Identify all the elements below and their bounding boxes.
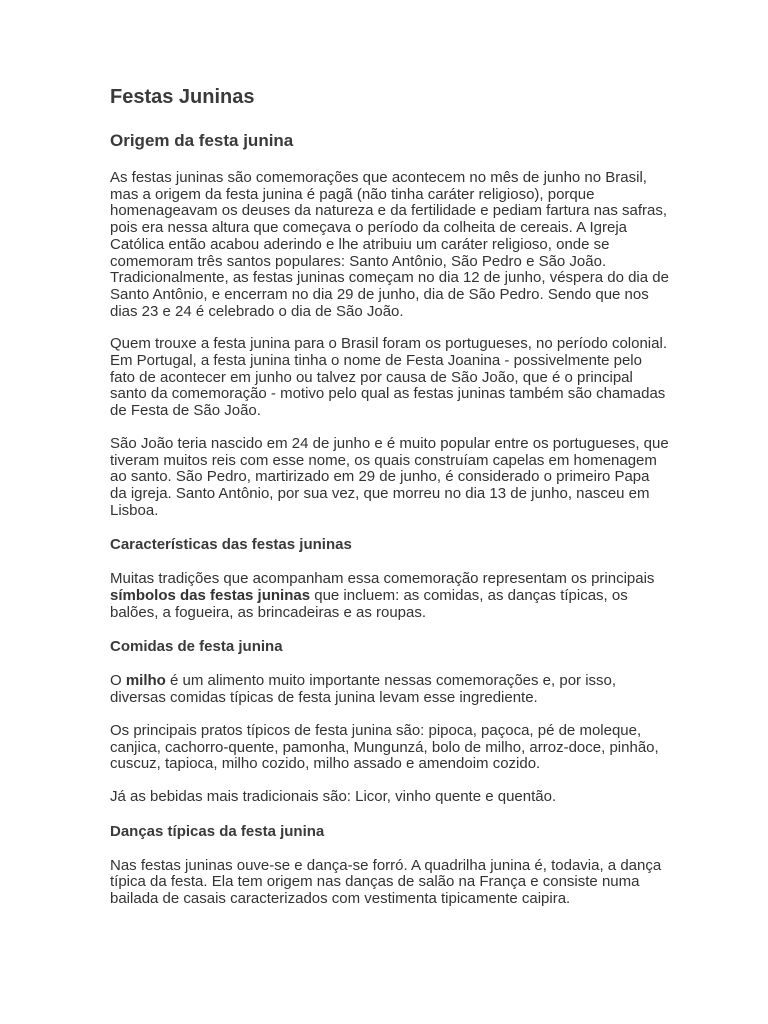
text-span: que incluem: as comidas, as danças típicas, os balões, a fogueira, as brincadeiras e as roupas. bbox=[110, 587, 628, 621]
text-span: Muitas tradições que acompanham essa comemoração representam os principais bbox=[110, 570, 655, 588]
paragraph-dancas: Nas festas juninas ouve-se e dança-se forró. A quadrilha junina é, todavia, a dança típica da festa. Ela tem origem nas danças de salão na França e consiste numa bailada de casais caracterizados com vestimenta tipicamente caipira. bbox=[110, 856, 662, 908]
bold-term-milho: milho bbox=[125, 672, 166, 690]
text-span: é um alimento muito importante nessas comemorações e, por isso, diversas comidas típicas de festa junina levam esse ingrediente. bbox=[110, 672, 617, 707]
bold-term-simbolos: símbolos das festas juninas bbox=[110, 587, 311, 605]
section-title-comidas: Comidas de festa junina bbox=[110, 638, 283, 656]
text-span: O bbox=[110, 672, 126, 690]
section-title-dancas: Danças típicas da festa junina bbox=[110, 822, 325, 840]
paragraph-origem-2: Quem trouxe a festa junina para o Brasil foram os portugueses, no período colonial. Em Portugal, a festa junina tinha o nome de Festa Joanina - possivelmente pelo fato de acontecer em junho ou talvez por causa de São João, que é o principal santo da comemoração - motivo pelo qual as festas juninas também são chamadas de Festa de São João. bbox=[110, 335, 667, 420]
paragraph-origem-1: As festas juninas são comemorações que acontecem no mês de junho no Brasil, mas a origem da festa junina é pagã (não tinha caráter religioso), porque homenageavam os deuses da natureza e da fertilidade e pediam fartura nas safras, pois era nessa altura que começava o período da colheita de cereais. A Igreja Católica então acabou aderindo e lhe atribuiu um caráter religioso, onde se comemoram três santos populares: Santo Antônio, São Pedro e São João. Tradicionalmente, as festas juninas começam no dia 12 de junho, véspera do dia de Santo Antônio, e encerram no dia 29 de junho, dia de São Pedro. Sendo que nos dias 23 e 24 é celebrado o dia de São João. bbox=[110, 169, 669, 320]
document-title: Festas Juninas bbox=[110, 86, 255, 108]
document-page bbox=[110, 84, 670, 924]
paragraph-origem-3: São João teria nascido em 24 de junho e é muito popular entre os portugueses, que tiveram muitos reis com esse nome, os quais construíam capelas em homenagem ao santo. São Pedro, martirizado em 29 de junho, é considerado o primeiro Papa da igreja. Santo Antônio, por sua vez, que morreu no dia 13 de junho, nasceu em Lisboa. bbox=[110, 434, 669, 519]
paragraph-pratos: Os principais pratos típicos de festa junina são: pipoca, paçoca, pé de moleque, canjica, cachorro-quente, pamonha, Mungunzá, bolo de milho, arroz-doce, pinhão, cuscuz, tapioca, milho cozido, milho assado e amendoim cozido. bbox=[110, 721, 659, 773]
paragraph-caracteristicas bbox=[110, 571, 670, 621]
paragraph-milho bbox=[110, 673, 670, 706]
section-title-caracteristicas: Características das festas juninas bbox=[110, 536, 352, 554]
paragraph-bebidas: Já as bebidas mais tradicionais são: Licor, vinho quente e quentão. bbox=[110, 787, 557, 805]
section-title-origem: Origem da festa junina bbox=[110, 131, 294, 150]
